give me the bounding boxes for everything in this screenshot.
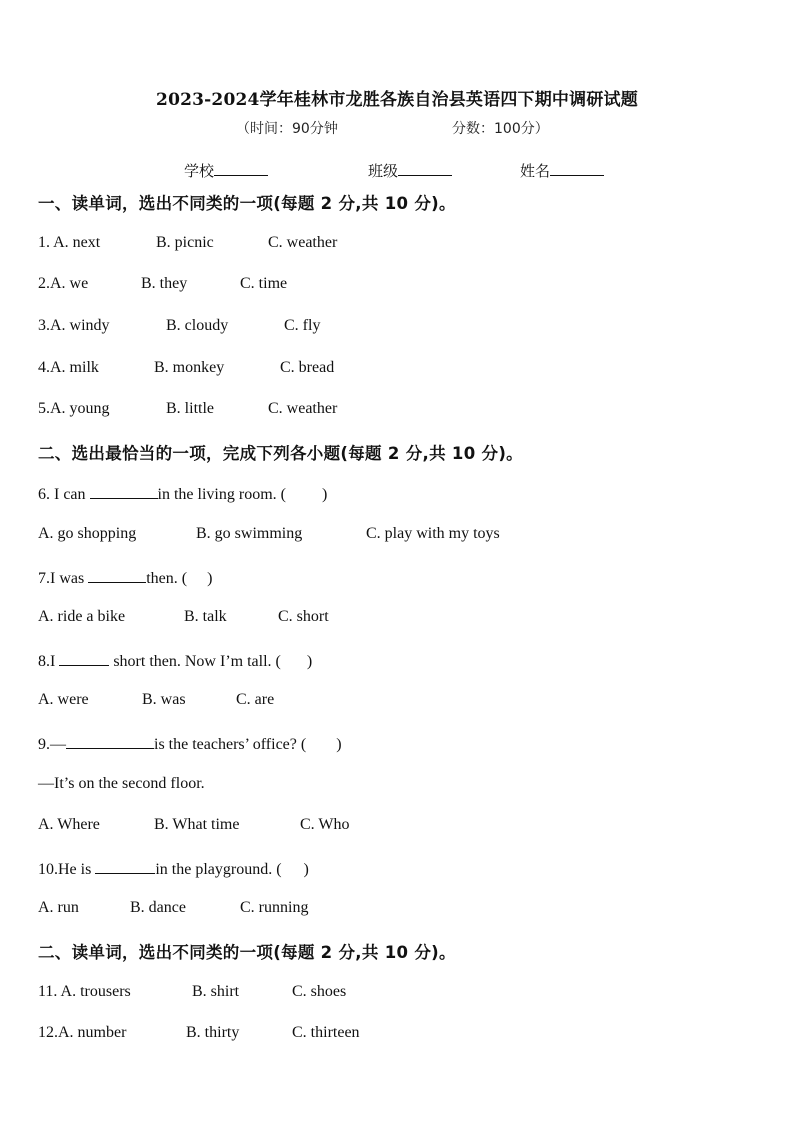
question-number: 2. [38,275,50,292]
option-a: A. run [38,899,79,916]
option-c: C. time [240,275,288,292]
question-4 [38,359,99,377]
option-c: C. short [278,608,329,625]
option-a: A. number [58,1024,127,1041]
option-c: C. fly [284,317,321,334]
option-a: A. were [38,691,89,708]
answer-blank[interactable] [66,733,154,749]
question-10 [38,858,309,879]
option-b: B. dance [130,899,186,916]
question-number: 1. [38,234,54,251]
answer-blank[interactable] [90,483,158,499]
answer-blank[interactable] [88,567,146,583]
paren-close: ) [306,653,313,670]
question-stem: 10.He is [38,861,96,878]
option-c: C. thirteen [292,1024,360,1041]
question-number: 3. [38,317,50,334]
name-label: 姓名 [520,162,551,180]
exam-time: （时间：90分钟 [236,121,338,137]
option-a: A. ride a bike [38,608,126,625]
section-heading-1: 一、读单词，选出不同类的一项(每题 2 分,共 10 分)。 [38,194,456,213]
question-stem-end: in the living room. ( [157,486,286,503]
question-6 [38,483,327,504]
question-stem-end: is the teachers’ office? ( [154,736,307,753]
question-12 [38,1024,126,1042]
question-stem-end: in the playground. ( [155,861,282,878]
option-b: B. go swimming [196,525,303,542]
option-b: B. thirty [186,1024,240,1041]
section-heading-3: 二、读单词，选出不同类的一项(每题 2 分,共 10 分)。 [38,943,456,962]
class-blank[interactable] [398,161,452,176]
question-8 [38,650,312,671]
option-c: C. bread [280,359,335,376]
paren-close: ) [321,486,328,503]
option-b: B. they [141,275,188,292]
option-b: B. was [142,691,186,708]
option-c: C. Who [300,816,350,833]
question-stem: 9.— [38,736,66,753]
school-field [184,160,268,181]
option-a: A. windy [50,317,110,334]
option-a: A. trousers [60,983,131,1000]
answer-blank[interactable] [59,650,109,666]
question-number: 5. [38,400,50,417]
option-b: B. picnic [156,234,214,251]
option-b: B. shirt [192,983,240,1000]
option-a: A. we [50,275,89,292]
question-stem: 8.I [38,653,60,670]
section-heading-2: 二、选出最恰当的一项，完成下列各小题(每题 2 分,共 10 分)。 [38,444,523,463]
question-stem: 6. I can [38,486,90,503]
dialogue-answer: —It’s on the second floor. [38,775,205,792]
school-label: 学校 [184,162,215,180]
question-stem-end: short then. Now I’m tall. ( [109,653,281,670]
option-b: B. cloudy [166,317,229,334]
question-9 [38,733,342,754]
question-stem: 7.I was [38,570,89,587]
option-c: C. play with my toys [366,525,500,542]
option-a: A. Where [38,816,100,833]
question-stem-end: then. ( [146,570,188,587]
option-a: A. milk [50,359,99,376]
question-1 [38,234,100,252]
paren-close: ) [303,861,309,878]
option-c: C. running [240,899,309,916]
paren-close: ) [336,736,342,753]
option-c: C. weather [268,234,338,251]
option-a: A. young [50,400,110,417]
option-b: B. What time [154,816,240,833]
question-2 [38,275,88,293]
exam-title: 2023-2024学年桂林市龙胜各族自治县英语四下期中调研试题 [156,90,638,110]
option-b: B. monkey [154,359,225,376]
option-c: C. are [236,691,275,708]
question-number: 4. [38,359,50,376]
question-number: 11. [38,983,61,1000]
option-c: C. shoes [292,983,347,1000]
name-blank[interactable] [550,161,604,176]
class-field [368,160,452,181]
question-3 [38,317,110,335]
school-blank[interactable] [214,161,268,176]
option-b: B. little [166,400,214,417]
question-11 [38,983,131,1001]
paren-close: ) [207,570,213,587]
question-5 [38,400,110,418]
option-a: A. go shopping [38,525,137,542]
question-7 [38,567,212,588]
name-field [520,160,604,181]
exam-score: 分数：100分） [452,121,549,137]
option-a: A. next [53,234,101,251]
class-label: 班级 [368,162,399,180]
question-number: 12. [38,1024,58,1041]
option-c: C. weather [268,400,338,417]
answer-blank[interactable] [95,858,155,874]
option-b: B. talk [184,608,227,625]
